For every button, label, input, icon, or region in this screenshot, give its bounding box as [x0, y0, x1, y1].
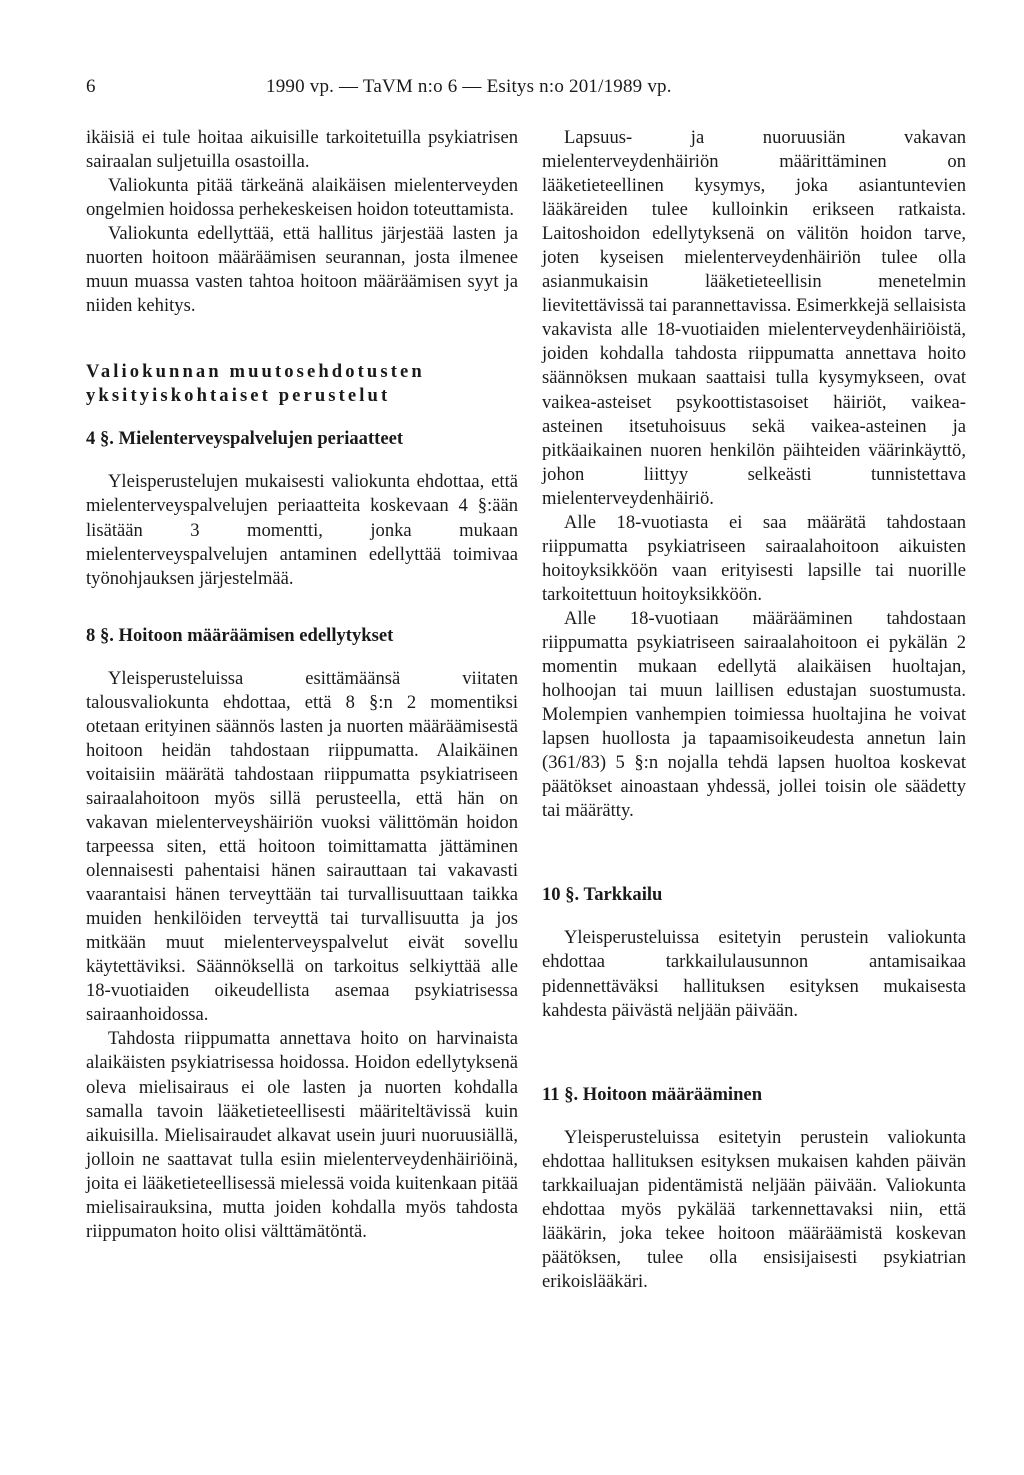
paragraph: ikäisiä ei tule hoitaa aikuisille tarkoitetuilla psykiatrisen sairaalan suljetuilla osastoilla.	[86, 127, 518, 173]
section-10-title: 10 §. Tarkkailu	[542, 884, 663, 906]
section-title-line: Valiokunnan muutosehdotusten	[86, 361, 425, 383]
paragraph: Valiokunta pitää tärkeänä alaikäisen mielenterveyden ongelmien hoidossa perhekeskeisen hoidon toteuttamista.	[86, 175, 518, 221]
right-column	[542, 126, 966, 1294]
section-8-title: 8 §. Hoitoon määräämisen edellytykset	[86, 624, 394, 646]
section-11-title: 11 §. Hoitoon määrääminen	[542, 1083, 763, 1105]
left-column	[86, 126, 518, 1244]
paragraph: Yleisperusteluissa esittämäänsä viitaten talousvaliokunta ehdottaa, että 8 §:n 2 momentiksi otetaan erityinen säännös lasten ja nuorten määräämisestä hoitoon heidän tahdostaan riippumatta. Alaikäinen voitaisiin määrätä tahdostaan riippumatta psykiatriseen sairaalahoitoon myös sillä perusteella, että hän on vakavan mielenterveyshäiriön vuoksi välittömän hoidon tarpeessa siten, että hoitoon toimittamatta jättäminen olennaisesti pahentaisi hänen sairauttaan tai vakavasti vaarantaisi hänen terveyttään tai turvallisuuttaan taikka muiden henkilöiden terveyttä tai turvallisuutta ja jos mitkään muut mielenterveyspalvelut eivät sovellu käytettäviksi. Säännöksellä on tarkoitus selkiyttää alle 18-vuotiaiden oikeudellista asemaa psykiatrisessa sairaanhoidossa.	[86, 667, 518, 1026]
paragraph: Tahdosta riippumatta annettava hoito on harvinaista alaikäisten psykiatrisessa hoidossa. Hoidon edellytyksenä oleva mielisairaus ei ole lasten ja nuorten kohdalla samalla tavoin lääketieteellisesti määriteltävissä kuin aikuisilla. Mielisairaudet alkavat usein juuri nuoruusiällä, jolloin ne saattavat tulla esiin mielenterveydenhäiriöinä, joita ei lääketieteellisessä mielessä voida kuitenkaan pitää mielisairauksina, mutta joiden kohdalla myös tahdosta riippumaton hoito olisi välttämätöntä.	[86, 1028, 518, 1242]
section-title-line: yksityiskohtaiset perustelut	[86, 385, 391, 407]
paragraph: Alle 18-vuotiaan määrääminen tahdostaan riippumatta psykiatriseen sairaalahoitoon ei pykälän 2 momentin mukaan edellytä alaikäisen huoltajan, holhoojan tai muun laillisen edustajan suostumusta. Molempien vanhempien toimiessa huoltajina he voivat lapsen huollosta ja tapaamisoikeudesta annetun lain (361/83) 5 §:n nojalla tehdä lapsen huoltoa koskevat päätökset ainoastaan yhdessä, jollei toisin ole säädetty tai määrätty.	[542, 607, 966, 822]
page-number: 6	[86, 76, 96, 97]
paragraph: Alle 18-vuotiasta ei saa määrätä tahdostaan riippumatta psykiatriseen sairaalahoitoon aikuisten hoitoyksikköön vaan erityisesti lapsille tai nuorille tarkoitettuun hoitoyksikköön.	[542, 511, 966, 605]
section-title	[86, 360, 518, 408]
section-4-title: 4 §. Mielenterveyspalvelujen periaatteet	[86, 428, 404, 450]
page-header	[86, 76, 946, 102]
running-title: 1990 vp. — TaVM n:o 6 — Esitys n:o 201/1989 vp.	[266, 76, 672, 97]
paragraph: Yleisperusteluissa esitetyin perustein valiokunta ehdottaa hallituksen esityksen mukaisen kahden päivän tarkkailuajan pidentämistä neljään päivään. Valiokunta ehdottaa myös pykälää tarkennettavaksi niin, että lääkärin, joka tekee hoitoon määräämistä koskevan päätöksen, tulee olla ensisijaisesti psykiatrian erikoislääkäri.	[542, 1126, 966, 1292]
paragraph: Yleisperusteluissa esitetyin perustein valiokunta ehdottaa tarkkailulausunnon antamisaikaa pidennettäväksi hallituksen esityksen mukaisesta kahdesta päivästä neljään päivään.	[542, 927, 966, 1021]
paragraph: Lapsuus- ja nuoruusiän vakavan mielenterveydenhäiriön määrittäminen on lääketieteellinen kysymys, joka asiantuntevien lääkäreiden tulee kulloinkin erikseen ratkaista. Laitoshoidon edellytyksenä on välitön hoidon tarve, joten kyseisen mielenterveydenhäiriön tulee olla asianmukaisin lääketieteellisin menetelmin lievitettävissä tai parannettavissa. Esimerkkejä sellaisista vakavista alle 18-vuotiaiden mielenterveydenhäiriöistä, joiden kohdalla tahdosta riippumatta annettava hoito säännöksen mukaan saattaisi tulla kysymykseen, ovat vaikea-asteiset psykoottistasoiset häiriöt, vaikea-asteinen itsetuhoisuus sekä vaikea-asteinen ja pitkäaikainen nuoren henkilön päihteiden väärinkäyttö, johon liittyy selkeästi tunnistettava mielenterveydenhäiriö.	[542, 127, 966, 509]
paragraph: Yleisperustelujen mukaisesti valiokunta ehdottaa, että mielenterveyspalvelujen periaatteita koskevaan 4 §:ään lisätään 3 momentti, jonka mukaan mielenterveyspalvelujen antaminen edellyttää toimivaa työnohjauksen järjestelmää.	[86, 471, 518, 589]
paragraph: Valiokunta edellyttää, että hallitus järjestää lasten ja nuorten hoitoon määräämisen seurannan, josta ilmenee muun muassa vasten tahtoa hoitoon määräämisen syyt ja niiden kehitys.	[86, 223, 518, 317]
